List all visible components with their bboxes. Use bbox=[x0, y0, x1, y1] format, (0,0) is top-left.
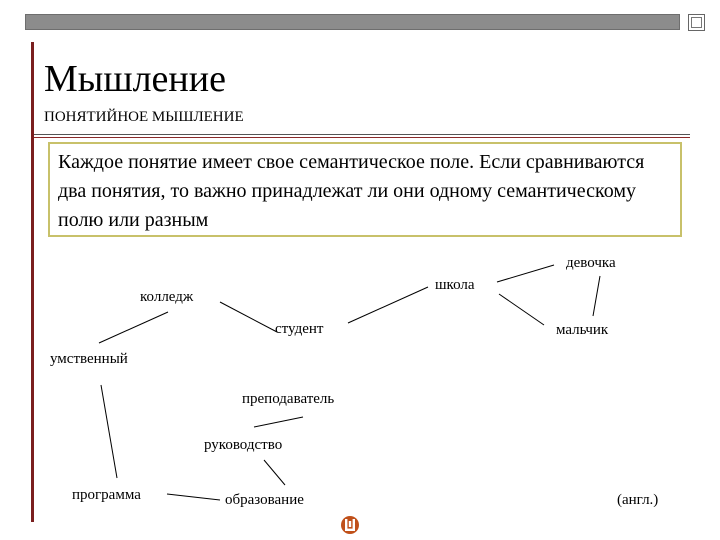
node-girl: девочка bbox=[566, 255, 616, 271]
publisher-logo-icon bbox=[340, 515, 360, 535]
node-program: программа bbox=[72, 487, 141, 503]
link-girl-boy bbox=[593, 276, 600, 316]
link-teacher-guidance bbox=[254, 417, 303, 427]
link-mental-program bbox=[101, 385, 117, 478]
link-college-student bbox=[220, 302, 277, 332]
node-boy: мальчик bbox=[556, 322, 609, 338]
definition-box: Каждое понятие имеет свое семантическое поле. Если сравниваются два понятия, то важно принадлежат ли они одному семантическому полю или разным bbox=[48, 142, 682, 237]
link-guidance-education bbox=[264, 460, 285, 485]
node-education: образование bbox=[225, 492, 304, 508]
node-school: школа bbox=[435, 277, 475, 293]
link-school-boy bbox=[499, 294, 544, 325]
slide-subtitle: ПОНЯТИЙНОЕ МЫШЛЕНИЕ bbox=[44, 109, 244, 125]
node-college: колледж bbox=[140, 289, 194, 305]
node-student: студент bbox=[275, 321, 324, 337]
node-guidance: руководство bbox=[204, 437, 283, 453]
slide-title: Мышление bbox=[44, 58, 226, 100]
node-teacher: преподаватель bbox=[242, 391, 335, 407]
link-school-girl bbox=[497, 265, 554, 282]
node-mental: умственный bbox=[50, 351, 128, 367]
link-program-education bbox=[167, 494, 220, 500]
link-college-mental bbox=[99, 312, 168, 343]
link-student-school bbox=[348, 287, 428, 323]
node-english: (англ.) bbox=[617, 492, 659, 508]
